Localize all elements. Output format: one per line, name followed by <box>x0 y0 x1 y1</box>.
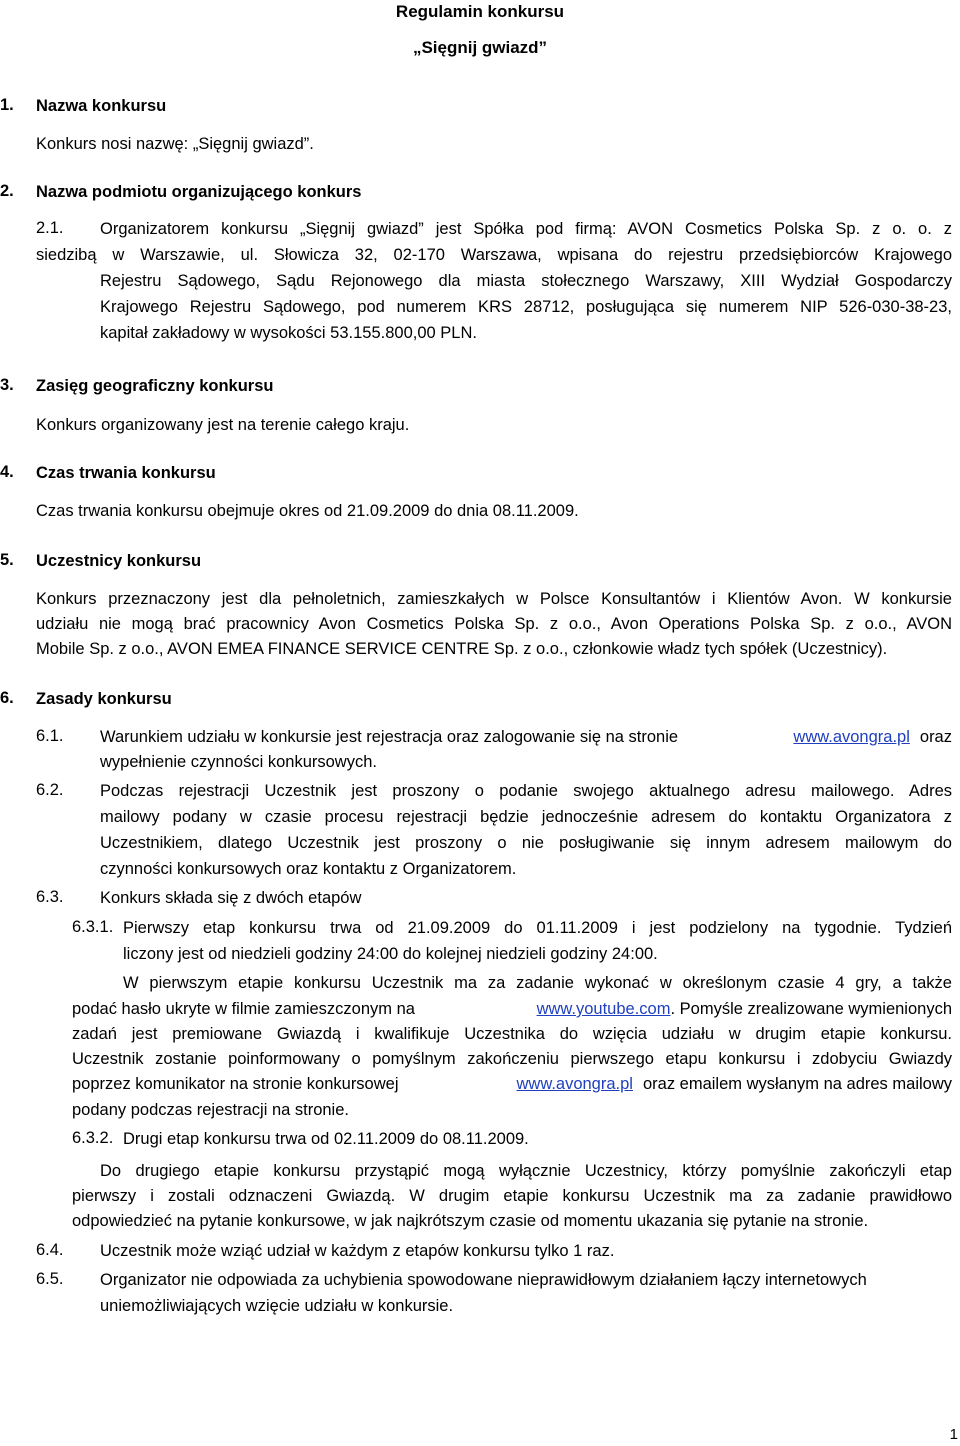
paragraph-line: siedzibą w Warszawie, ul. Słowicza 32, 02-170 Warszawa, wpisana do rejestru przedsiębiorców Krajowego <box>36 246 952 264</box>
paragraph-line: Pierwszy etap konkursu trwa od 21.09.2009 do 01.11.2009 i jest podzielony na tygodnie. Tydzień <box>123 919 952 937</box>
paragraph-number: 6.1. <box>36 727 64 745</box>
paragraph-line: liczony jest od niedzieli godziny 24:00 do kolejnej niedzieli godziny 24:00. <box>123 945 658 963</box>
paragraph-line: Uczestnikiem, dlatego Uczestnik jest proszony o nie posługiwanie się innym adresem mailowym do <box>100 834 952 852</box>
paragraph-number: 6.3.1. <box>72 918 114 936</box>
document-title: Regulamin konkursu <box>395 2 565 21</box>
section-text: Czas trwania konkursu obejmuje okres od 21.09.2009 do dnia 08.11.2009. <box>36 502 579 520</box>
section-number: 1. <box>0 96 14 114</box>
paragraph-line: Do drugiego etapie konkursu przystąpić mogą wyłącznie Uczestnicy, którzy pomyślnie zakończyli etap <box>100 1162 952 1180</box>
youtube-link[interactable]: www.youtube.com <box>536 1000 671 1018</box>
paragraph-line: Podczas rejestracji Uczestnik jest proszony o podanie swojego aktualnego adresu mailowego. Adres <box>100 782 952 800</box>
section-number: 6. <box>0 689 14 707</box>
paragraph-line: Konkurs składa się z dwóch etapów <box>100 889 362 907</box>
paragraph-text: poprzez komunikator na stronie konkursowej <box>72 1075 399 1093</box>
paragraph-line: odpowiedzieć na pytanie konkursowe, w jak najkrótszym czasie od momentu ukazania się pytanie na stronie. <box>72 1212 869 1230</box>
paragraph-line <box>72 999 952 1019</box>
paragraph-line: kapitał zakładowy w wysokości 53.155.800,00 PLN. <box>100 324 477 342</box>
paragraph-number: 6.2. <box>36 781 64 799</box>
paragraph-number: 6.4. <box>36 1241 64 1259</box>
paragraph-line: Organizatorem konkursu „Sięgnij gwiazd” jest Spółka pod firmą: AVON Cosmetics Polska Sp. z o. o. z <box>100 220 952 238</box>
paragraph-text: Warunkiem udziału w konkursie jest rejestracja oraz zalogowanie się na stronie <box>100 728 679 746</box>
paragraph-text: podać hasło ukryte w filmie zamieszczonym na <box>72 1000 415 1018</box>
paragraph-line: Organizator nie odpowiada za uchybienia spowodowane nieprawidłowym działaniem łączy internetowych <box>100 1271 867 1289</box>
section-heading: Nazwa podmiotu organizującego konkurs <box>36 183 362 201</box>
paragraph-line: udziału nie mogą brać pracownicy Avon Cosmetics Polska Sp. z o.o., Avon Operations Polska Sp. z o.o., AVON <box>36 615 952 633</box>
avongra-link[interactable]: www.avongra.pl <box>516 1075 633 1093</box>
section-text: Konkurs organizowany jest na terenie całego kraju. <box>36 416 410 434</box>
paragraph-number: 6.5. <box>36 1270 64 1288</box>
paragraph-line: pierwszy i zostali odznaczeni Gwiazdą. W drugim etapie konkursu Uczestnik ma za zadanie prawidłowo <box>72 1187 952 1205</box>
section-text: Konkurs nosi nazwę: „Sięgnij gwiazd”. <box>36 135 314 153</box>
paragraph-line: wypełnienie czynności konkursowych. <box>100 753 377 771</box>
document-subtitle: „Sięgnij gwiazd” <box>412 38 548 57</box>
paragraph-line: Rejestru Sądowego, Sądu Rejonowego dla miasta stołecznego Warszawy, XIII Wydział Gospodarczy <box>100 272 952 290</box>
paragraph-line: uniemożliwiających wzięcie udziału w konkursie. <box>100 1297 454 1315</box>
paragraph-line <box>72 1074 952 1094</box>
paragraph-number: 6.3. <box>36 888 64 906</box>
section-number: 5. <box>0 551 14 569</box>
paragraph-line: czynności konkursowych oraz kontaktu z Organizatorem. <box>100 860 517 878</box>
paragraph-line: zadań jest premiowane Gwiazdą i kwalifikuje Uczestnika do wzięcia udziału w drugim etapie konkursu. <box>72 1025 952 1043</box>
paragraph-line <box>100 727 952 747</box>
paragraph-line: podany podczas rejestracji na stronie. <box>72 1101 349 1119</box>
paragraph-line: Krajowego Rejestru Sądowego, pod numerem KRS 28712, posługująca się numerem NIP 526-030-38-23, <box>100 298 952 316</box>
section-heading: Czas trwania konkursu <box>36 464 216 482</box>
paragraph-text: oraz emailem wysłanym na adres mailowy <box>642 1075 952 1093</box>
paragraph-number: 6.3.2. <box>72 1129 114 1147</box>
paragraph-line: Drugi etap konkursu trwa od 02.11.2009 do 08.11.2009. <box>123 1130 529 1148</box>
section-number: 3. <box>0 376 14 394</box>
section-heading: Uczestnicy konkursu <box>36 552 202 570</box>
paragraph-text: . Pomyśle zrealizowane wymienionych <box>670 1000 952 1018</box>
section-heading: Zasady konkursu <box>36 690 172 708</box>
section-number: 4. <box>0 463 14 481</box>
paragraph-line: Uczestnik zostanie poinformowany o pomyślnym zakończeniu pierwszego etapu konkursu i zdobyciu Gwiazdy <box>72 1050 952 1068</box>
paragraph-text: oraz <box>919 728 952 746</box>
section-heading: Nazwa konkursu <box>36 97 167 115</box>
paragraph-line: Uczestnik może wziąć udział w każdym z etapów konkursu tylko 1 raz. <box>100 1242 615 1260</box>
section-heading: Zasięg geograficzny konkursu <box>36 377 274 395</box>
avongra-link[interactable]: www.avongra.pl <box>793 728 910 746</box>
page-number: 1 <box>949 1426 958 1443</box>
paragraph-line: mailowy podany w czasie procesu rejestracji będzie jednocześnie adresem do kontaktu Organizatora z <box>100 808 952 826</box>
paragraph-line: Konkurs przeznaczony jest dla pełnoletnich, zamieszkałych w Polsce Konsultantów i Klientów Avon. W konkursie <box>36 590 952 608</box>
paragraph-line: W pierwszym etapie konkursu Uczestnik ma za zadanie wykonać w określonym czasie 4 gry, a także <box>123 974 952 992</box>
section-number: 2. <box>0 182 14 200</box>
paragraph-line: Mobile Sp. z o.o., AVON EMEA FINANCE SERVICE CENTRE Sp. z o.o., członkowie władz tych spółek (Uczestnicy). <box>36 640 888 658</box>
paragraph-number: 2.1. <box>36 219 64 237</box>
